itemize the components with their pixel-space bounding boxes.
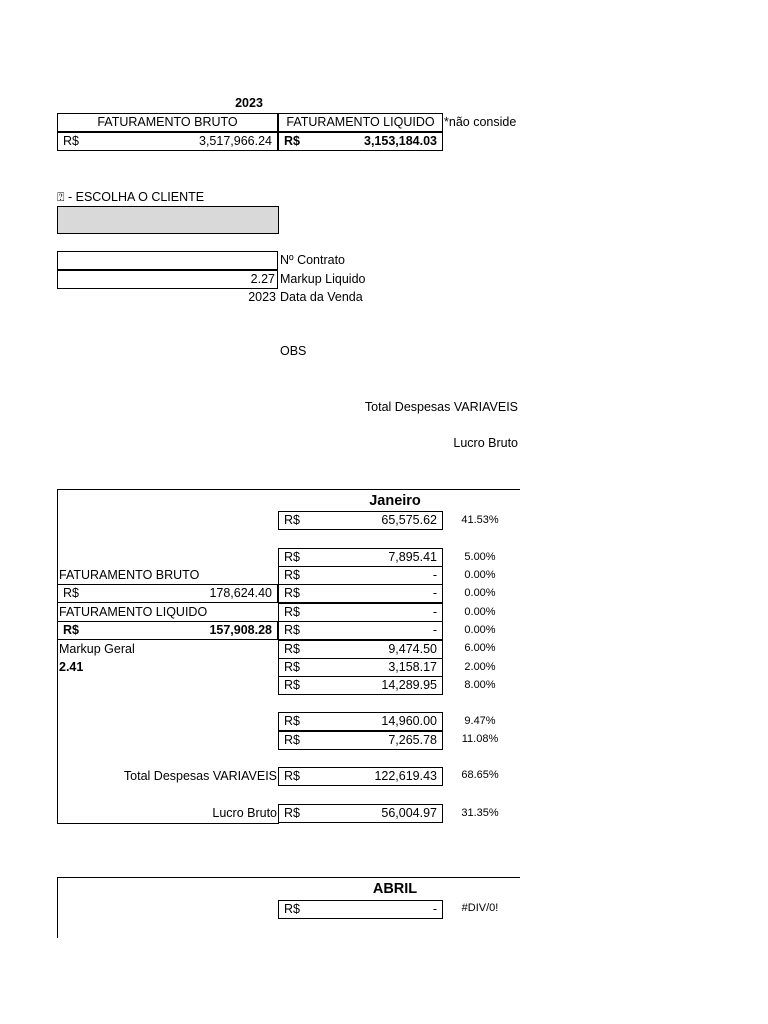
summary-year: 2023 bbox=[235, 96, 263, 110]
row-currency: R$ bbox=[284, 733, 300, 747]
row-percent: 5.00% bbox=[464, 551, 496, 563]
faturamento-liquido-header: FATURAMENTO LIQUIDO bbox=[278, 113, 443, 132]
janeiro-row[interactable] bbox=[278, 566, 443, 585]
row-value: - bbox=[432, 605, 437, 619]
janeiro-row[interactable] bbox=[278, 511, 443, 530]
janeiro-title: Janeiro bbox=[369, 493, 421, 509]
row-currency: R$ bbox=[284, 605, 300, 619]
janeiro-row[interactable] bbox=[278, 658, 443, 677]
row-currency: R$ bbox=[284, 568, 300, 582]
lucro-bruto-label-top: Lucro Bruto bbox=[453, 436, 518, 450]
janeiro-despesas-value: 122,619.43 bbox=[374, 769, 437, 783]
row-percent: 0.00% bbox=[464, 606, 496, 618]
row-currency: R$ bbox=[284, 714, 300, 728]
contract-number-cell[interactable] bbox=[57, 251, 278, 270]
row-percent: 9.47% bbox=[464, 715, 496, 727]
markup-liquido-label: Markup Liquido bbox=[280, 272, 366, 286]
janeiro-faturamento-bruto-currency: R$ bbox=[63, 586, 79, 600]
janeiro-markup-label: Markup Geral bbox=[59, 642, 135, 656]
row-percent: 8.00% bbox=[464, 679, 496, 691]
janeiro-row[interactable] bbox=[278, 676, 443, 695]
janeiro-markup-value: 2.41 bbox=[59, 660, 84, 674]
row-currency: R$ bbox=[284, 678, 300, 692]
janeiro-faturamento-liquido-label: FATURAMENTO LIQUIDO bbox=[59, 605, 208, 619]
summary-note: *não conside bbox=[444, 115, 517, 129]
row-value: 14,289.95 bbox=[381, 678, 437, 692]
summary-liquido-currency: R$ bbox=[284, 134, 300, 148]
janeiro-faturamento-liquido-cell[interactable] bbox=[57, 621, 278, 640]
abril-row-currency: R$ bbox=[284, 902, 300, 916]
obs-label: OBS bbox=[280, 344, 307, 358]
abril-row-percent: #DIV/0! bbox=[461, 902, 499, 914]
row-currency: R$ bbox=[284, 642, 300, 656]
row-value: - bbox=[432, 568, 437, 582]
row-currency: R$ bbox=[284, 586, 300, 600]
row-currency: R$ bbox=[284, 550, 300, 564]
row-value: 65,575.62 bbox=[381, 513, 437, 527]
row-percent: 0.00% bbox=[464, 587, 496, 599]
janeiro-lucro-percent: 31.35% bbox=[461, 807, 499, 819]
contract-number-label: Nº Contrato bbox=[280, 253, 346, 267]
sale-date-value: 2023 bbox=[248, 290, 276, 304]
row-percent: 41.53% bbox=[461, 514, 499, 526]
abril-row[interactable] bbox=[278, 900, 443, 919]
row-value: 14,960.00 bbox=[381, 714, 437, 728]
row-percent: 0.00% bbox=[464, 624, 496, 636]
row-value: 7,265.78 bbox=[388, 733, 437, 747]
janeiro-row[interactable] bbox=[278, 548, 443, 567]
janeiro-despesas-currency: R$ bbox=[284, 769, 300, 783]
janeiro-row[interactable] bbox=[278, 603, 443, 622]
summary-bruto-value: 3,517,966.24 bbox=[199, 134, 272, 148]
summary-liquido-cell[interactable] bbox=[278, 132, 443, 151]
janeiro-row[interactable] bbox=[278, 640, 443, 659]
janeiro-faturamento-bruto-cell[interactable] bbox=[57, 584, 278, 603]
total-despesas-label-top: Total Despesas VARIAVEIS bbox=[364, 400, 518, 414]
row-value: - bbox=[432, 586, 437, 600]
row-currency: R$ bbox=[284, 513, 300, 527]
row-value: 3,158.17 bbox=[388, 660, 437, 674]
janeiro-lucro-value: 56,004.97 bbox=[381, 806, 437, 820]
row-value: 9,474.50 bbox=[388, 642, 437, 656]
row-value: - bbox=[432, 623, 437, 637]
janeiro-row[interactable] bbox=[278, 712, 443, 731]
janeiro-faturamento-liquido-currency: R$ bbox=[63, 623, 79, 637]
janeiro-lucro-cell[interactable] bbox=[278, 804, 443, 823]
janeiro-faturamento-bruto-value: 178,624.40 bbox=[209, 586, 272, 600]
janeiro-despesas-cell[interactable] bbox=[278, 767, 443, 786]
janeiro-lucro-label: Lucro Bruto bbox=[212, 806, 277, 820]
janeiro-row[interactable] bbox=[278, 731, 443, 750]
summary-bruto-cell[interactable] bbox=[57, 132, 278, 151]
janeiro-frame-bottom bbox=[57, 822, 279, 824]
row-percent: 11.08% bbox=[461, 733, 499, 745]
row-value: 7,895.41 bbox=[388, 550, 437, 564]
abril-title: ABRIL bbox=[372, 881, 418, 897]
markup-liquido-cell[interactable]: 2.27 bbox=[57, 270, 278, 289]
row-percent: 0.00% bbox=[464, 569, 496, 581]
faturamento-bruto-header: FATURAMENTO BRUTO bbox=[57, 113, 278, 132]
row-percent: 2.00% bbox=[464, 661, 496, 673]
janeiro-despesas-percent: 68.65% bbox=[461, 769, 499, 781]
row-currency: R$ bbox=[284, 660, 300, 674]
row-percent: 6.00% bbox=[464, 642, 496, 654]
summary-bruto-currency: R$ bbox=[63, 134, 79, 148]
janeiro-row[interactable] bbox=[278, 584, 443, 603]
client-select[interactable] bbox=[57, 206, 279, 234]
janeiro-despesas-label: Total Despesas VARIAVEIS bbox=[123, 769, 277, 783]
summary-liquido-value: 3,153,184.03 bbox=[364, 134, 437, 148]
client-label: ⍰ - ESCOLHA O CLIENTE bbox=[57, 190, 205, 204]
janeiro-row[interactable] bbox=[278, 621, 443, 640]
row-currency: R$ bbox=[284, 623, 300, 637]
janeiro-faturamento-liquido-value: 157,908.28 bbox=[209, 623, 272, 637]
janeiro-lucro-currency: R$ bbox=[284, 806, 300, 820]
janeiro-faturamento-bruto-label: FATURAMENTO BRUTO bbox=[59, 568, 200, 582]
abril-row-value: - bbox=[432, 902, 437, 916]
sale-date-label: Data da Venda bbox=[280, 290, 363, 304]
